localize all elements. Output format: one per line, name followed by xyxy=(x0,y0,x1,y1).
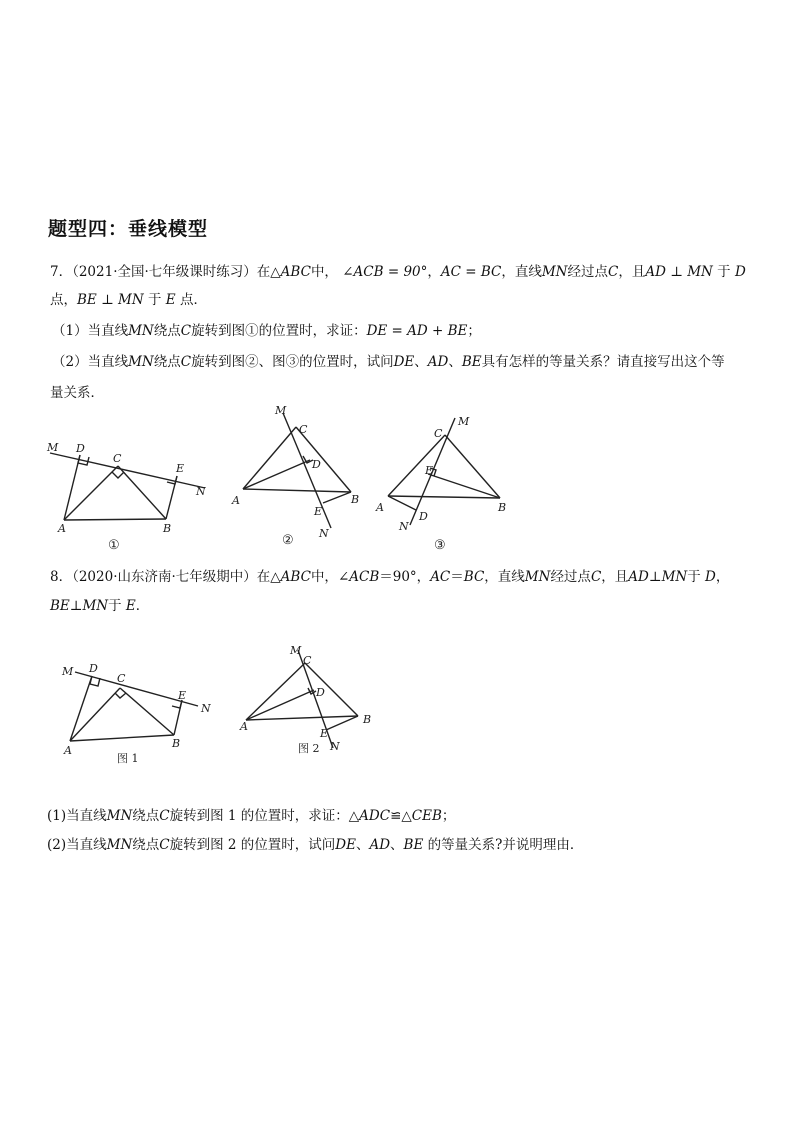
svg-text:D: D xyxy=(316,686,325,699)
q8-part-1: (1)当直线MN绕点C旋转到图 1 的位置时，求证：△ADC≌△CEB； xyxy=(47,808,456,824)
svg-text:E: E xyxy=(178,689,187,702)
svg-text:图 2: 图 2 xyxy=(298,742,320,755)
q7-part-1: （1）当直线MN绕点C旋转到图①的位置时，求证：DE = AD + BE； xyxy=(52,323,481,339)
q7-figure-1 xyxy=(46,441,206,553)
q8-part-2: (2)当直线MN绕点C旋转到图 2 的位置时，试问DE、AD、BE 的等量关系?并说明理由． xyxy=(47,837,584,853)
svg-text:C: C xyxy=(434,427,443,440)
svg-text:N: N xyxy=(399,520,409,533)
svg-text:B: B xyxy=(363,713,372,726)
svg-text:C: C xyxy=(113,452,122,465)
svg-text:E: E xyxy=(425,464,434,477)
svg-text:N: N xyxy=(201,702,211,715)
svg-text:D: D xyxy=(89,662,98,675)
svg-text:M: M xyxy=(47,441,59,454)
svg-text:②: ② xyxy=(282,533,294,548)
svg-text:A: A xyxy=(232,494,240,507)
q7-part-2: （2）当直线MN绕点C旋转到图②、图③的位置时，试问DE、AD、BE具有怎样的等量关系？请直接写出这个等 xyxy=(52,354,725,370)
svg-text:D: D xyxy=(312,458,321,471)
q7-figure-3 xyxy=(375,415,506,553)
svg-text:E: E xyxy=(320,727,329,740)
q7-line-2: 点，BE ⊥ MN 于 E 点． xyxy=(50,292,207,308)
svg-text:E: E xyxy=(314,505,323,518)
svg-text:B: B xyxy=(351,493,360,506)
svg-text:C: C xyxy=(299,423,308,436)
svg-text:E: E xyxy=(176,462,185,475)
svg-text:A: A xyxy=(64,744,72,757)
svg-text:③: ③ xyxy=(434,538,446,553)
svg-text:N: N xyxy=(196,485,206,498)
svg-text:M: M xyxy=(62,665,74,678)
svg-text:C: C xyxy=(117,672,126,685)
q7-figure-2 xyxy=(231,404,359,548)
q8-line-2: BE⊥MN于 E． xyxy=(50,598,150,614)
svg-text:N: N xyxy=(330,740,340,753)
svg-text:A: A xyxy=(240,720,248,733)
svg-text:B: B xyxy=(163,522,172,535)
svg-text:M: M xyxy=(290,644,302,657)
q8-line-1: 8．（2020·山东济南·七年级期中）在△ABC中，∠ACB＝90°，AC＝BC，直线MN经过点C，且AD⊥MN于 D， xyxy=(50,569,730,585)
q8-figure-2 xyxy=(239,644,371,755)
svg-text:C: C xyxy=(303,654,312,667)
q7-part-2-cont: 量关系． xyxy=(50,385,104,401)
svg-text:B: B xyxy=(498,501,507,514)
svg-text:①: ① xyxy=(108,538,120,553)
q7-line-1: 7．（2021·全国·七年级课时练习）在△ABC中， ∠ACB = 90°，AC = BC，直线MN经过点C，且AD ⊥ MN 于 D xyxy=(50,264,746,280)
section-title: 题型四：垂线模型 xyxy=(48,218,209,240)
svg-text:M: M xyxy=(275,404,287,417)
svg-text:D: D xyxy=(76,442,85,455)
svg-text:M: M xyxy=(458,415,470,428)
svg-text:B: B xyxy=(172,737,181,750)
svg-text:A: A xyxy=(58,522,66,535)
svg-text:D: D xyxy=(419,510,428,523)
svg-text:A: A xyxy=(376,501,384,514)
svg-text:N: N xyxy=(319,527,329,540)
q8-figure-1 xyxy=(61,662,211,765)
svg-text:图 1: 图 1 xyxy=(117,752,139,765)
